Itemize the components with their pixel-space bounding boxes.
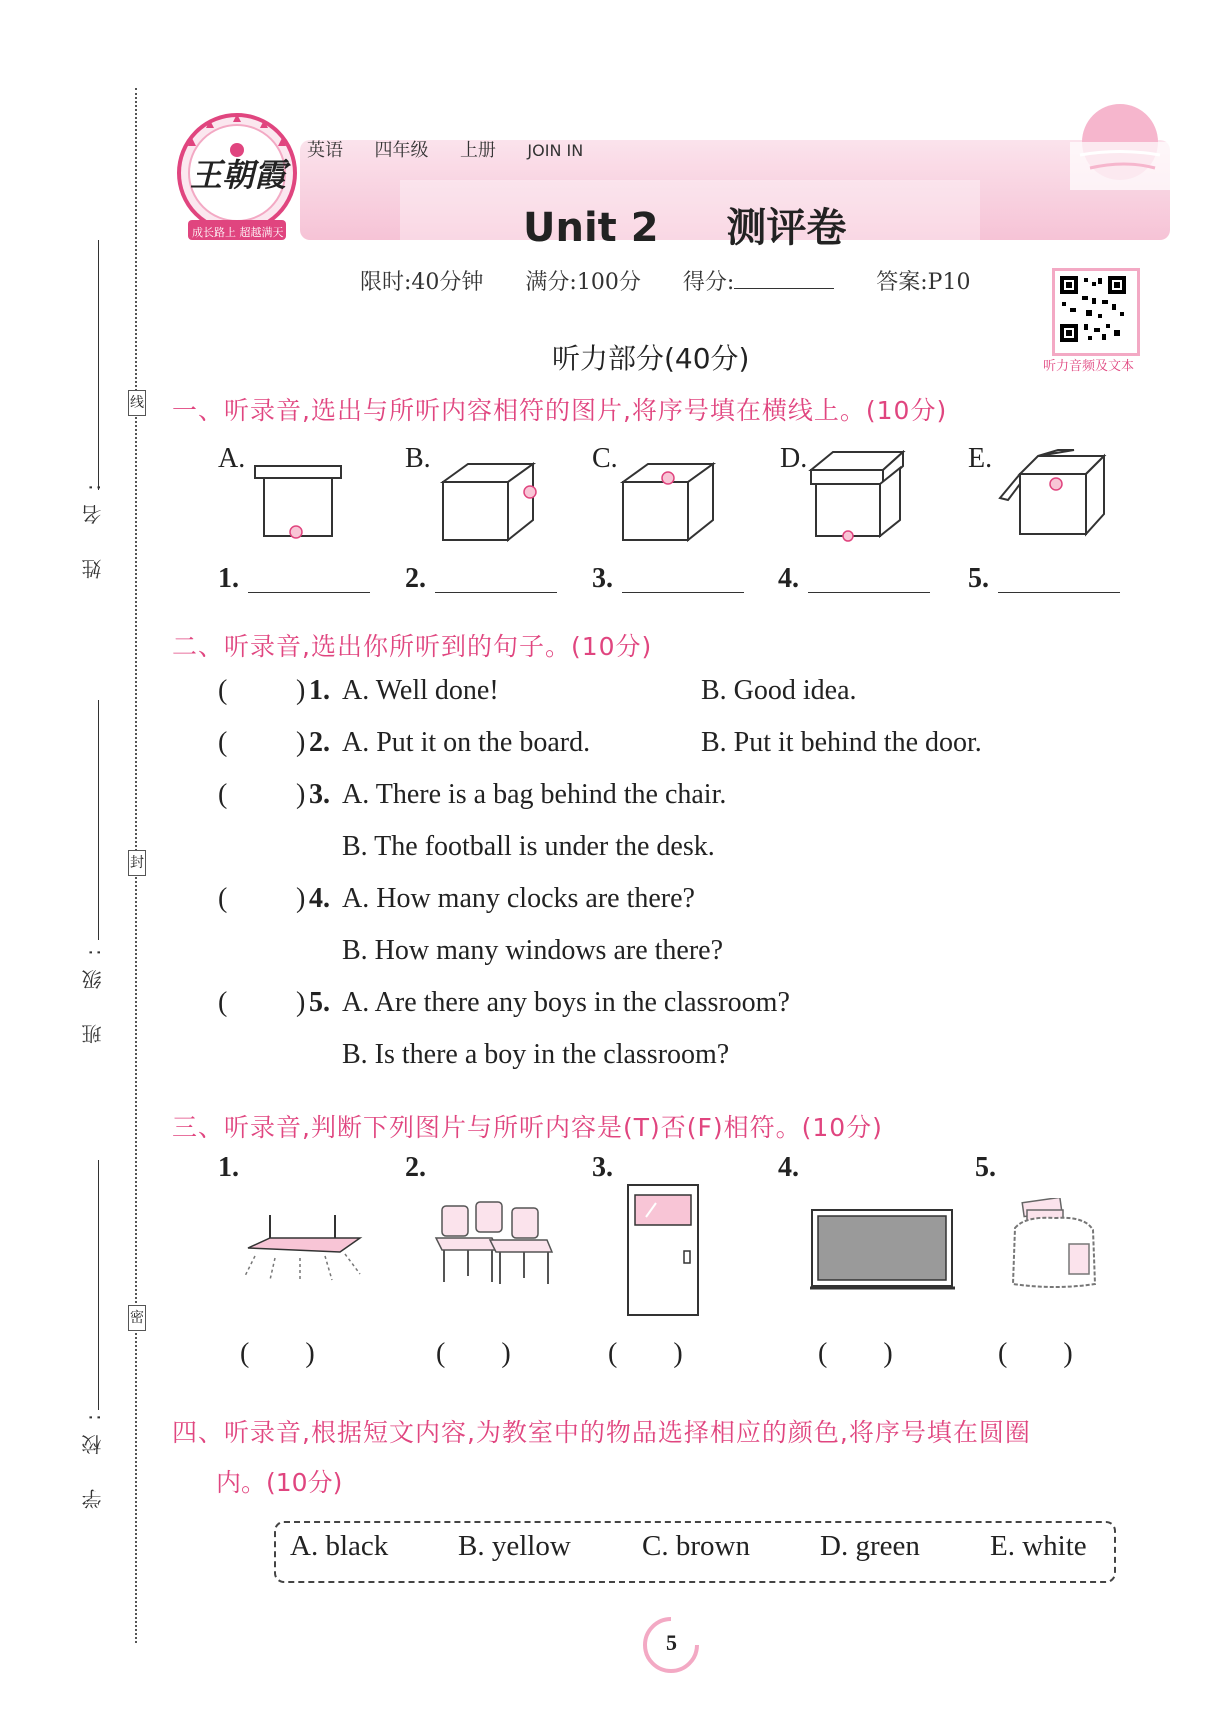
tf-answer-paren[interactable]: ( ) [998,1338,1073,1369]
tf-answer-paren[interactable]: ( ) [436,1338,511,1369]
section2-title: 二、听录音,选出你所听到的句子。(10分) [172,632,653,661]
door-picture[interactable] [626,1183,702,1324]
answer-number: 5. [968,563,989,594]
section4-title-line1: 四、听录音,根据短文内容,为教室中的物品选择相应的颜色,将序号填在圆圈 [172,1418,1031,1447]
option-b: B. Good idea. [701,675,857,706]
option-a: A. Put it on the board. [342,727,591,758]
option-b: B. Put it behind the door. [701,727,982,758]
qr-caption: 听力音频及文本 [1043,359,1135,374]
desks-chairs-picture[interactable] [432,1198,557,1293]
picture-number: 3. [592,1152,613,1183]
listening-heading: 听力部分(40分) [552,342,750,375]
option-b: B. How many windows are there? [342,935,724,966]
close-paren: ) [296,727,306,758]
open-paren: ( [218,675,228,706]
option-a: A. There is a bag behind the chair. [342,779,727,810]
answer-number: 4. [778,563,799,594]
cut-mark-seal: 封 [128,850,146,876]
answer-blank[interactable] [998,592,1120,593]
section3-title: 三、听录音,判断下列图片与所听内容是(T)否(F)相符。(10分) [172,1113,883,1142]
option-a: A. How many clocks are there? [342,883,695,914]
color-option: D. green [820,1530,920,1562]
page-number: 5 [666,1630,677,1655]
question-number: 4. [309,883,330,914]
question-number: 1. [309,675,330,706]
answer-space[interactable] [232,675,294,709]
close-paren: ) [296,675,306,706]
option-label: C. [592,443,618,474]
cut-mark-secret: 密 [128,1305,146,1331]
logo-ribbon-text: 成长路上 超越满天 [192,226,284,239]
score-label: 得分: [682,270,735,295]
color-option: A. black [290,1530,389,1562]
school-underline [98,1160,99,1410]
color-option: B. yellow [458,1530,571,1562]
color-option: C. brown [642,1530,750,1562]
answer-blank[interactable] [622,592,744,593]
box-picture-a[interactable] [252,462,347,547]
score-blank[interactable] [734,288,834,289]
box-picture-b[interactable] [438,460,538,550]
question-number: 3. [309,779,330,810]
qr-code[interactable] [1052,268,1140,356]
section1-title: 一、听录音,选出与所听内容相符的图片,将序号填在横线上。(10分) [172,396,948,425]
header-meta [307,136,583,162]
option-label: A. [218,443,246,474]
grade-label: 四年级 [374,140,429,161]
test-title [523,196,846,253]
picture-number: 5. [975,1152,996,1183]
time-limit: 限时:40分钟 [360,270,484,295]
logo-text: 王朝霞 [190,156,287,194]
exam-info-row [360,265,970,296]
question-number: 5. [309,987,330,1018]
cut-mark-line: 线 [128,390,146,416]
schoolbag-picture[interactable] [1005,1198,1100,1299]
answer-ref: 答案:P10 [876,270,971,295]
tf-answer-paren[interactable]: ( ) [818,1338,893,1369]
blackboard-picture[interactable] [810,1208,955,1297]
answer-blank[interactable] [248,592,370,593]
option-label: D. [780,443,808,474]
open-paren: ( [218,727,228,758]
open-paren: ( [218,987,228,1018]
full-score: 满分:100分 [525,270,641,295]
name-underline [98,240,99,490]
tf-answer-paren[interactable]: ( ) [608,1338,683,1369]
question-number: 2. [309,727,330,758]
option-label: B. [405,443,431,474]
option-a: A. Are there any boys in the classroom? [342,987,790,1018]
color-option: E. white [990,1530,1087,1562]
answer-space[interactable] [232,779,294,813]
class-underline [98,700,99,940]
answer-space[interactable] [232,987,294,1021]
answer-blank[interactable] [435,592,557,593]
school-label: 学 校: [81,1400,105,1510]
title-cn: 测评卷 [726,205,847,251]
answer-number: 3. [592,563,613,594]
sun-decoration [1070,100,1180,190]
picture-number: 4. [778,1152,799,1183]
box-picture-c[interactable] [618,460,718,550]
close-paren: ) [296,779,306,810]
answer-space[interactable] [232,883,294,917]
edition-label: JOIN IN [527,141,584,160]
term-label: 上册 [459,140,496,161]
open-paren: ( [218,883,228,914]
class-label: 班 级: [81,935,105,1045]
option-label: E. [968,443,993,474]
answer-number: 1. [218,563,239,594]
picture-number: 1. [218,1152,239,1183]
option-a: A. Well done! [342,675,499,706]
open-paren: ( [218,779,228,810]
answer-space[interactable] [232,727,294,761]
lamp-picture[interactable] [240,1210,370,1295]
name-label: 姓 名: [81,470,105,580]
title-unit: Unit 2 [523,205,659,251]
option-b: B. Is there a boy in the classroom? [342,1039,730,1070]
option-b: B. The football is under the desk. [342,831,715,862]
close-paren: ) [296,987,306,1018]
box-picture-d[interactable] [808,450,908,547]
picture-number: 2. [405,1152,426,1183]
answer-number: 2. [405,563,426,594]
answer-blank[interactable] [808,592,930,593]
tf-answer-paren[interactable]: ( ) [240,1338,315,1369]
close-paren: ) [296,883,306,914]
subject-label: 英语 [307,140,343,161]
box-picture-e[interactable] [998,448,1108,545]
section4-title-line2: 内。(10分) [216,1468,343,1497]
